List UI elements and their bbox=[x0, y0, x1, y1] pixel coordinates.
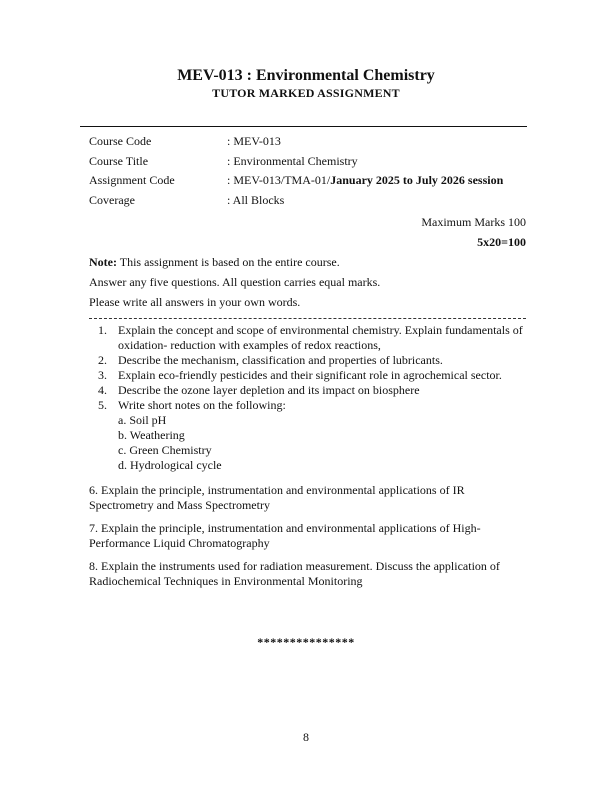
page-subtitle: TUTOR MARKED ASSIGNMENT bbox=[212, 86, 400, 100]
info-label: Course Title bbox=[89, 154, 149, 168]
end-marker: *************** bbox=[257, 635, 355, 649]
question-number: 2. bbox=[98, 353, 107, 367]
instruction-line: Answer any five questions. All question carries equal marks. bbox=[89, 275, 381, 289]
question-item bbox=[98, 368, 528, 383]
info-value: : MEV-013 bbox=[227, 134, 281, 148]
note-text: This assignment is based on the entire course. bbox=[116, 255, 340, 269]
sub-question-item: c. Green Chemistry bbox=[118, 443, 212, 457]
info-value: : MEV-013/TMA-01/January 2025 to July 2026 session bbox=[227, 173, 504, 187]
info-row-course-title bbox=[89, 154, 529, 172]
info-value: : Environmental Chemistry bbox=[227, 154, 358, 168]
info-label: Assignment Code bbox=[89, 173, 175, 187]
question-item bbox=[98, 398, 528, 413]
sub-question-item: d. Hydrological cycle bbox=[118, 458, 222, 472]
question-text: Write short notes on the following: bbox=[118, 398, 286, 412]
question-item bbox=[98, 323, 528, 353]
sub-question-item: a. Soil pH bbox=[118, 413, 167, 427]
info-row-course-code bbox=[89, 134, 529, 152]
question-number: 5. bbox=[98, 398, 107, 412]
sub-question-item: b. Weathering bbox=[118, 428, 185, 442]
question-6: 6. Explain the principle, instrumentation and environmental applications of IR Spectrometry and Mass Spectrometry bbox=[89, 483, 465, 512]
question-text: Describe the ozone layer depletion and its impact on biosphere bbox=[118, 383, 420, 397]
question-8: 8. Explain the instruments used for radiation measurement. Discuss the application of Radiochemical Techniques in Environmental Monitoring bbox=[89, 559, 500, 588]
page-title: MEV-013 : Environmental Chemistry bbox=[177, 67, 435, 84]
marks-scheme: 5x20=100 bbox=[477, 235, 526, 249]
info-label: Coverage bbox=[89, 193, 135, 207]
question-item bbox=[98, 353, 528, 368]
sub-question-list bbox=[98, 413, 528, 473]
question-number: 1. bbox=[98, 323, 107, 337]
note-label: Note: bbox=[89, 255, 117, 269]
question-text: Explain the concept and scope of environmental chemistry. Explain fundamentals of oxidation- reduction with examples of redox reactions, bbox=[118, 323, 523, 352]
instruction-line: Please write all answers in your own words. bbox=[89, 295, 301, 309]
question-item bbox=[98, 383, 528, 398]
info-row-coverage bbox=[89, 193, 529, 211]
question-list bbox=[98, 323, 528, 473]
info-row-assignment-code bbox=[89, 173, 529, 191]
question-text: Explain eco-friendly pesticides and their significant role in agrochemical sector. bbox=[118, 368, 502, 382]
header-divider bbox=[80, 126, 527, 127]
question-7: 7. Explain the principle, instrumentation and environmental applications of High-Performance Liquid Chromatography bbox=[89, 521, 481, 550]
info-label: Course Code bbox=[89, 134, 152, 148]
question-text: Describe the mechanism, classification and properties of lubricants. bbox=[118, 353, 443, 367]
question-number: 3. bbox=[98, 368, 107, 382]
maximum-marks: Maximum Marks 100 bbox=[421, 215, 526, 229]
dashed-divider bbox=[89, 318, 526, 319]
note-line bbox=[89, 255, 529, 270]
page-number: 8 bbox=[303, 730, 309, 744]
question-number: 4. bbox=[98, 383, 107, 397]
info-value: : All Blocks bbox=[227, 193, 285, 207]
